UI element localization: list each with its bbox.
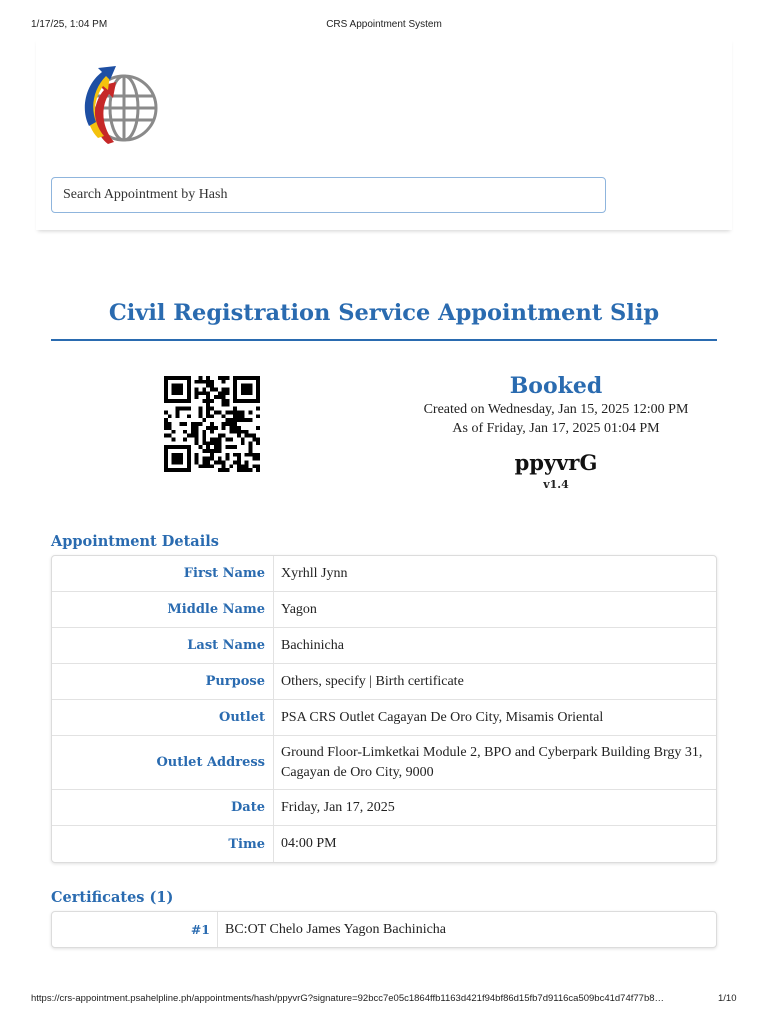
row-value: Yagon: [281, 601, 317, 617]
psa-globe-logo-icon[interactable]: [82, 62, 158, 150]
created-timestamp: Created on Wednesday, Jan 15, 2025 12:00 PM: [423, 402, 689, 417]
header-card: [36, 38, 732, 230]
table-row: [52, 736, 716, 790]
row-value: 04:00 PM: [281, 836, 337, 851]
certificate-number: #1: [52, 912, 218, 947]
page-url: https://crs-appointment.psahelpline.ph/appointments/hash/ppyvrG?signature=92bcc7e05c1864ffb1163d421f94bf86d15fb7d9116ca509bc41d74f77b8…: [31, 993, 665, 1004]
status-block: [396, 372, 716, 491]
certificate-value: BC:OT Chelo James Yagon Bachinicha: [225, 921, 447, 937]
table-row: [52, 664, 716, 700]
version-label: v1.4: [543, 478, 569, 491]
search-appointment-input[interactable]: Search Appointment by Hash: [51, 177, 606, 213]
table-row: [52, 826, 716, 862]
row-label: Outlet: [52, 700, 274, 735]
status-badge: Booked: [509, 373, 603, 399]
row-label: Outlet Address: [52, 736, 274, 789]
row-label: Last Name: [52, 628, 274, 663]
row-value: Ground Floor-Limketkai Module 2, BPO and Cyberpark Building Brgy 31, Cagayan de Oro City, 9000: [281, 744, 703, 780]
row-value: Xyrhll Jynn: [281, 565, 348, 581]
table-row: [52, 556, 716, 592]
row-label: Date: [52, 790, 274, 825]
print-datetime: 1/17/25, 1:04 PM: [31, 19, 108, 30]
row-value: Bachinicha: [281, 637, 344, 653]
certificates-heading: Certificates (1): [51, 889, 174, 906]
row-label: First Name: [52, 556, 274, 591]
slip-title: Civil Registration Service Appointment Slip: [108, 300, 660, 326]
row-label: Time: [52, 826, 274, 862]
table-row: [52, 790, 716, 826]
title-divider: [51, 339, 717, 341]
row-label: Middle Name: [52, 592, 274, 627]
appointment-hash: ppyvrG: [514, 450, 598, 475]
row-value: Friday, Jan 17, 2025: [281, 799, 395, 815]
appointment-details-table: [51, 555, 717, 863]
row-label: Purpose: [52, 664, 274, 699]
qr-code-icon: [164, 376, 260, 472]
as-of-timestamp: As of Friday, Jan 17, 2025 01:04 PM: [452, 421, 660, 436]
certificates-table: [51, 911, 717, 948]
page-number: 1/10: [718, 993, 737, 1004]
row-value: Others, specify | Birth certificate: [281, 673, 464, 689]
table-row: [52, 628, 716, 664]
row-value: PSA CRS Outlet Cagayan De Oro City, Misamis Oriental: [281, 709, 604, 725]
table-row: [52, 700, 716, 736]
table-row: [52, 592, 716, 628]
appointment-details-heading: Appointment Details: [51, 533, 219, 550]
print-page-title: CRS Appointment System: [326, 19, 442, 30]
